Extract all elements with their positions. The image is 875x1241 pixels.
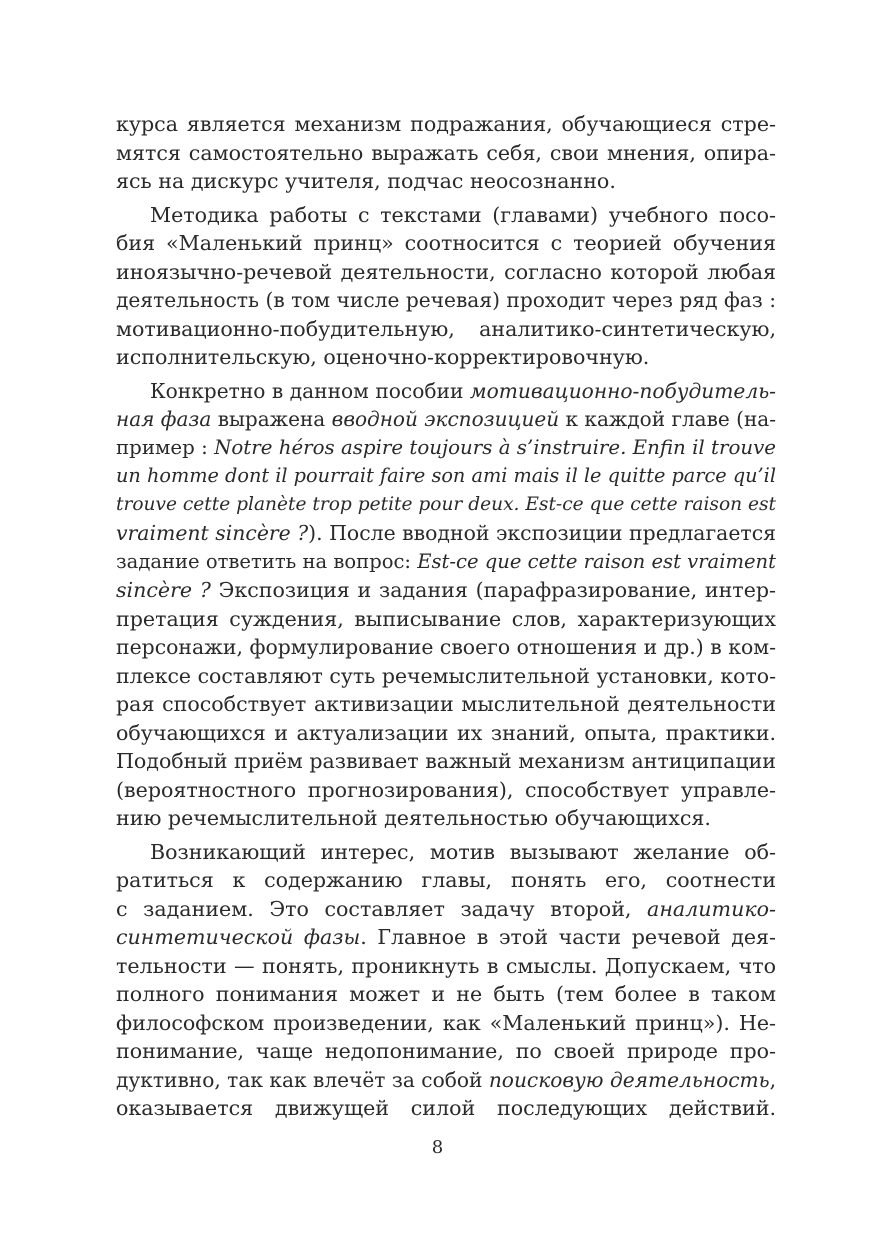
text-run: мятся самостоятельно выражать себя, свои мнения, опира- xyxy=(116,140,776,165)
text-line xyxy=(116,229,776,258)
italic-text: поисковую деятельность xyxy=(488,1067,770,1092)
text-run: оказывается движущей силой последующих действий. xyxy=(116,1096,776,1120)
text-line xyxy=(116,139,776,168)
page-number: 8 xyxy=(431,1137,444,1158)
text-line xyxy=(116,838,776,867)
text-line xyxy=(116,952,776,981)
italic-text: sincère ? xyxy=(116,578,211,602)
paragraph xyxy=(116,201,776,372)
text-run: с заданием. Это составляет задачу второй, xyxy=(116,896,648,921)
text-run: ратиться к содержанию главы, понять его, соотнести xyxy=(116,868,776,892)
italic-text: trouve cette planète trop petite pour deux. Est-ce que cette raison est xyxy=(116,493,776,515)
text-run: рая способствует активизации мыслительной деятельности xyxy=(116,692,776,716)
text-run: полного понимания может и не быть (тем более в таком xyxy=(116,982,776,1006)
text-run: выражена xyxy=(211,407,332,431)
text-run: пример : xyxy=(116,435,215,459)
text-line xyxy=(116,1094,776,1123)
text-line xyxy=(116,201,776,230)
text-run: плексе составляют суть речемыслительной установки, кото- xyxy=(116,663,776,688)
text-line xyxy=(116,434,776,463)
text-line xyxy=(116,405,776,434)
text-run: ясь на дискурс учителя, подчас неосознанно. xyxy=(116,169,616,193)
text-run: нию речемыслительной деятельностью обучающихся. xyxy=(116,806,711,830)
text-line xyxy=(116,690,776,719)
italic-text: вводной экспозицией xyxy=(331,407,560,431)
text-line xyxy=(116,866,776,895)
text-line xyxy=(116,548,776,577)
page-body xyxy=(116,110,776,1123)
text-run: исполнительскую, оценочно-корректировочную. xyxy=(116,345,650,369)
text-line xyxy=(116,286,776,315)
italic-text: аналитико- xyxy=(647,896,776,921)
text-line xyxy=(116,662,776,691)
text-run: Возникающий интерес, мотив вызывают желание об- xyxy=(150,839,776,864)
text-run: Конкретно в данном пособии xyxy=(150,378,470,403)
text-line xyxy=(116,258,776,287)
text-line xyxy=(116,1066,776,1095)
italic-text: un homme dont il pourrait faire son ami mais il le quitte parce qu’il xyxy=(116,464,777,487)
italic-text: синтетической фазы xyxy=(116,925,361,949)
text-line xyxy=(116,747,776,776)
italic-text: Notre héros aspire toujours à s’instruire. Enfin il trouve xyxy=(214,435,776,459)
text-run: тельности — понять, проникнуть в смыслы. Допускаем, что xyxy=(116,953,776,978)
text-run: Подобный приём развивает важный механизм антиципации xyxy=(116,749,776,773)
text-line xyxy=(116,605,776,634)
text-run: бия «Маленький принц» соотносится с теорией обучения xyxy=(116,231,776,255)
text-run: понимание, чаще недопонимание, по своей природе про- xyxy=(116,1039,776,1063)
text-line xyxy=(116,895,776,924)
text-run: претация суждения, выписывание слов, характеризующих xyxy=(116,606,776,631)
text-run: обучающихся и актуализации их знаний, опыта, практики. xyxy=(116,720,776,745)
text-line xyxy=(116,491,776,520)
text-line xyxy=(116,776,776,805)
text-run: задание ответить на вопрос: xyxy=(116,549,418,573)
text-run: курса является механизм подражания, обучающиеся стре- xyxy=(116,112,776,136)
text-run: . Главное в этой части речевой дея- xyxy=(360,925,776,949)
text-run: Методика работы с текстами (главами) учебного посо- xyxy=(150,202,776,227)
text-line xyxy=(116,1037,776,1066)
text-line xyxy=(116,167,776,196)
italic-text: vraiment sincère ? xyxy=(116,521,309,545)
text-run: философском произведении, как «Маленький принц»). Не- xyxy=(116,1010,776,1035)
text-line xyxy=(116,1009,776,1038)
text-run: (вероятностного прогнозирования), способствует управле- xyxy=(116,777,776,802)
text-run: , xyxy=(769,1067,777,1092)
paragraph xyxy=(116,377,776,833)
text-line xyxy=(116,576,776,605)
text-line xyxy=(116,980,776,1009)
italic-text: мотивационно-побудитель- xyxy=(469,378,776,403)
text-line xyxy=(116,377,776,406)
text-run: персонажи, формулирование своего отношения и др.) в ком- xyxy=(116,635,776,659)
text-line xyxy=(116,633,776,662)
text-line xyxy=(116,110,776,139)
paragraph xyxy=(116,110,776,196)
italic-text: Est-ce que cette raison est vraiment xyxy=(417,549,776,573)
text-line xyxy=(116,462,776,491)
text-run: дуктивно, так как влечёт за собой xyxy=(116,1067,489,1092)
italic-text: ная фаза xyxy=(116,407,212,431)
text-line xyxy=(116,315,776,344)
text-run: Экспозиция и задания (парафразирование, интер- xyxy=(210,578,776,602)
text-line xyxy=(116,519,776,548)
text-run: ). После вводной экспозиции предлагается xyxy=(308,521,776,545)
text-line xyxy=(116,719,776,748)
text-run: иноязычно-речевой деятельности, согласно которой любая xyxy=(116,259,776,284)
text-run: к каждой главе (на- xyxy=(559,407,777,431)
paragraph xyxy=(116,838,776,1123)
text-line xyxy=(116,923,776,952)
text-line xyxy=(116,343,776,372)
text-run: деятельность (в том числе речевая) проходит через ряд фаз : xyxy=(116,288,776,312)
text-run: мотивационно-побудительную, аналитико-синтетическую, xyxy=(116,316,776,341)
text-line xyxy=(116,804,776,833)
